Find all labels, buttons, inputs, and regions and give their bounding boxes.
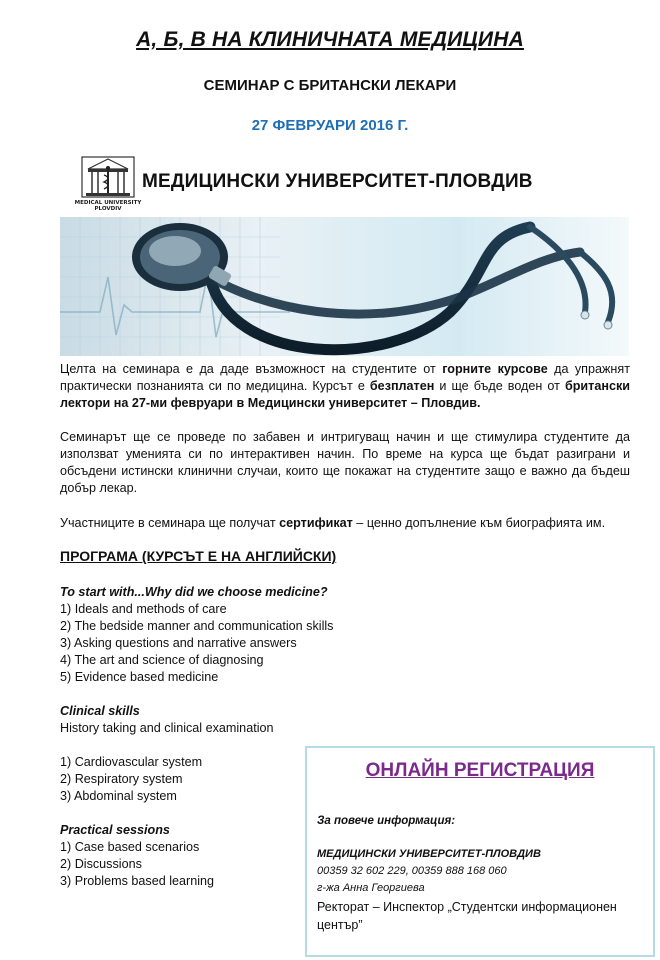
certificate-text-1: Участниците в семинара ще получат	[60, 516, 280, 530]
intro-bold-lecturers: британски лектори на 27-ми февруари в Медицински университет – Пловдив.	[60, 379, 630, 410]
list-item: 5) Evidence based medicine	[60, 670, 219, 684]
registration-box	[305, 746, 655, 957]
intro-text-1: Целта на семинара е да даде възможност на студентите от	[60, 362, 443, 376]
list-item: 1) Case based scenarios	[60, 840, 200, 854]
online-registration-link[interactable]: ОНЛАЙН РЕГИСТРАЦИЯ	[365, 760, 595, 781]
university-header	[74, 155, 640, 215]
list-item: 3) Problems based learning	[60, 874, 215, 888]
intro-text-3: и ще бъде воден от	[434, 379, 565, 393]
stethoscope-banner-image	[60, 217, 629, 356]
list-item: 3) Asking questions and narrative answers	[60, 636, 297, 650]
section-heading: Clinical skills	[60, 704, 140, 718]
certificate-paragraph	[60, 515, 630, 532]
contact-phones: 00359 32 602 229, 00359 888 168 060	[317, 865, 507, 877]
certificate-text-2: – ценно допълнение към биографията им.	[352, 516, 606, 530]
list-item: 1) Ideals and methods of care	[60, 602, 227, 616]
contact-office: Ректорат – Инспектор „Студентски информационен център”	[317, 900, 617, 932]
university-name: МЕДИЦИНСКИ УНИВЕРСИТЕТ-ПЛОВДИВ	[142, 171, 533, 192]
intro-bold-upper-years: горните курсове	[442, 362, 548, 376]
university-crest-icon	[74, 155, 142, 213]
contact-organization: МЕДИЦИНСКИ УНИВЕРСИТЕТ-ПЛОВДИВ	[317, 848, 541, 860]
contact-block	[317, 846, 647, 934]
section-intro: History taking and clinical examination	[60, 721, 274, 735]
section-heading: Practical sessions	[60, 823, 170, 837]
logo-caption-line2: PLOVDIV	[94, 206, 122, 212]
contact-person: г-жа Анна Георгиева	[317, 882, 425, 894]
certificate-bold: сертификат	[279, 516, 353, 530]
list-item: 4) The art and science of diagnosing	[60, 653, 264, 667]
seminar-subtitle: СЕМИНАР С БРИТАНСКИ ЛЕКАРИ	[203, 77, 457, 94]
intro-paragraph	[60, 361, 630, 412]
format-paragraph: Семинарът ще се проведе по забавен и интригуващ начин и ще стимулира студентите да използват уменията си по интерактивен начин. По време на курса ще бъдат разиграни и обсъдени истински клинични случаи, които ще покажат на студентите защо е важно да бъдеш добър лекар.	[60, 430, 630, 495]
event-date: 27 ФЕВРУАРИ 2016 Г.	[251, 117, 409, 134]
logo-caption-line1: MEDICAL UNIVERSITY	[74, 200, 142, 206]
program-section-intro	[60, 584, 333, 686]
program-section-practical	[60, 822, 214, 890]
list-item: 3) Abdominal system	[60, 789, 177, 803]
list-item: 2) The bedside manner and communication skills	[60, 619, 334, 633]
program-section-clinical-skills	[60, 703, 274, 805]
page-title: А, Б, В НА КЛИНИЧНАТА МЕДИЦИНА	[136, 28, 524, 51]
list-item: 1) Cardiovascular system	[60, 755, 203, 769]
list-item: 2) Respiratory system	[60, 772, 183, 786]
section-heading: To start with...Why did we choose medicine?	[60, 585, 328, 599]
intro-text-2: да упражнят практически познанията си по медицина. Курсът е	[60, 362, 630, 393]
intro-bold-free: безплатен	[369, 379, 435, 393]
list-item: 2) Discussions	[60, 857, 142, 871]
more-info-label: За повече информация:	[317, 815, 456, 827]
program-heading: ПРОГРАМА (КУРСЪТ Е НА АНГЛИЙСКИ)	[60, 548, 337, 564]
